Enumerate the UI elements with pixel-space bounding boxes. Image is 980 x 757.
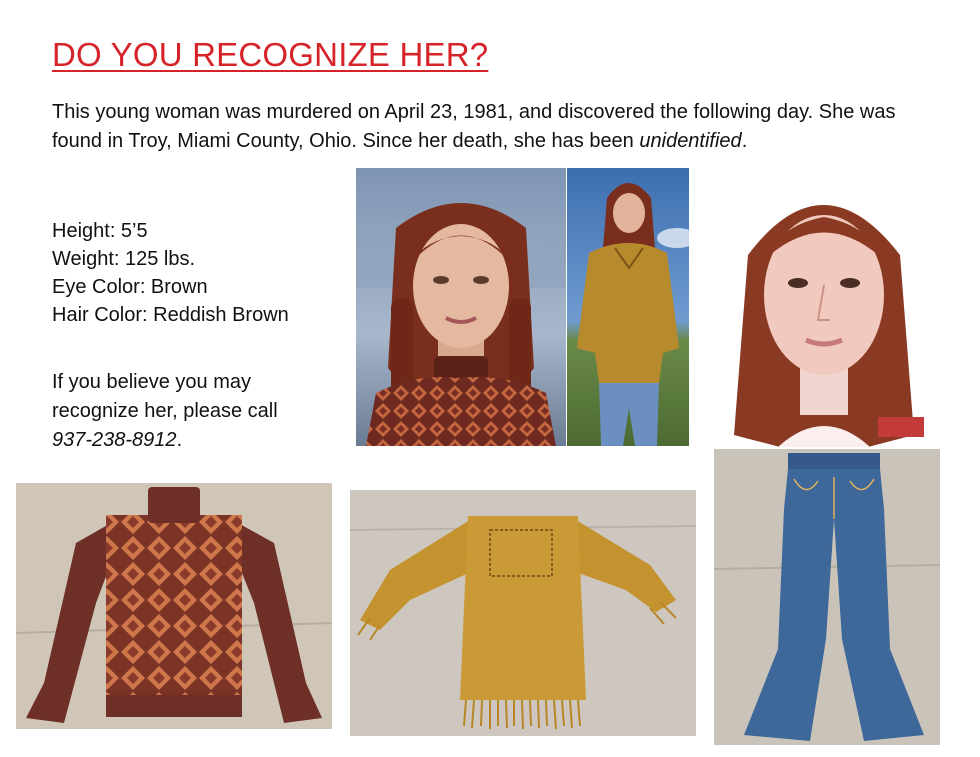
contact-callout [52,368,278,455]
hair-color-stat: Hair Color: Reddish Brown [52,304,289,326]
callout-line-1: If you believe you may [52,371,251,393]
reconstruction-portrait-image [356,168,566,446]
phone-period: . [176,429,183,451]
phone-number: 937-238-8912 [52,429,177,451]
intro-paragraph [52,98,902,156]
physical-description [52,217,289,329]
full-body-reconstruction-image [567,168,689,446]
poster-title: DO YOU RECOGNIZE HER? [52,36,489,73]
suede-fringe-top-image [350,490,696,736]
weight-stat: Weight: 125 lbs. [52,248,196,270]
callout-line-2: recognize her, please call [52,400,278,422]
intro-period: . [741,130,748,152]
flared-jeans-image [714,449,940,745]
turtleneck-sweater-image [16,483,332,729]
forensic-face-image [718,165,930,447]
eye-color-stat: Eye Color: Brown [52,276,208,298]
intro-text: This young woman was murdered on April 23, 1981, and discovered the following day. She was found in Troy, Miami County, Ohio. Since her death, she has been [52,101,896,152]
intro-emphasis: unidentified [639,130,742,152]
height-stat: Height: 5’5 [52,220,148,242]
